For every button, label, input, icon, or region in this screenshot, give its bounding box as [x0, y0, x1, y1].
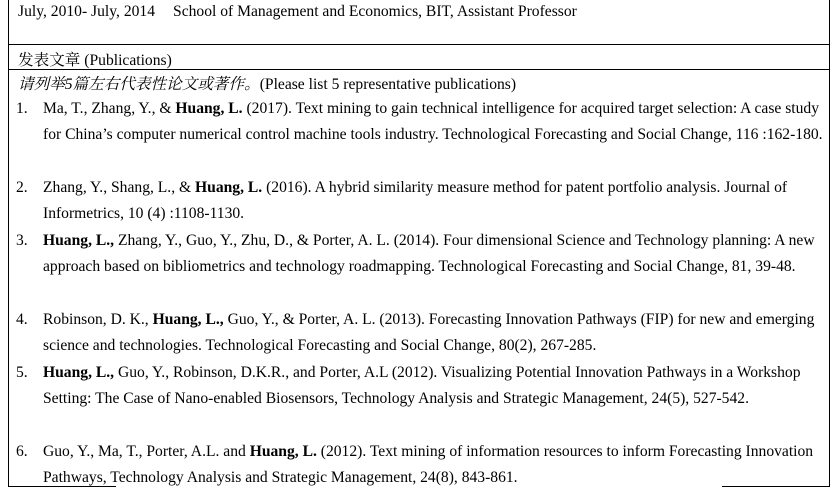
publication-citation: Ma, T., Zhang, Y., & Huang, L. (2017). Text mining to gain technical intelligence for acquired target selection: A case study for China’s computer numerical control machine tools industry. Technological Forecasting and Social Change, 116 :162-180.: [43, 100, 823, 144]
highlighted-author: Huang, L.: [249, 443, 317, 460]
publication-item: [16, 439, 828, 492]
highlighted-author: Huang, L.,: [43, 364, 115, 381]
publication-citation: Guo, Y., Ma, T., Porter, A.L. and Huang, L. (2012). Text mining of information resources to inform Forecasting Innovation Pathways, Technology Analysis and Strategic Management, 24(8), 843-861.: [43, 443, 814, 487]
publication-list: [16, 96, 828, 492]
employment-row: [18, 3, 577, 21]
publications-heading: [18, 48, 172, 70]
publication-number: 1.: [16, 100, 28, 117]
publication-item: [16, 175, 828, 228]
row-divider-top: [8, 44, 830, 45]
publication-item: [16, 96, 828, 175]
instruction-cn: 请列举5篇左右代表性论文或著作。: [18, 76, 260, 93]
publications-heading-en: (Publications): [84, 52, 172, 69]
highlighted-author: Huang, L.,: [152, 311, 224, 328]
publication-item: [16, 360, 828, 439]
employment-position: School of Management and Economics, BIT, Assistant Professor: [173, 3, 577, 20]
instruction-en: (Please list 5 representative publications): [259, 76, 517, 93]
publication-item: [16, 307, 828, 360]
publication-item: [16, 228, 828, 307]
publications-instruction: [18, 72, 516, 94]
table-right-border: [829, 0, 830, 487]
highlighted-author: Huang, L.: [195, 179, 263, 196]
publication-number: 2.: [16, 179, 28, 196]
publication-number: 6.: [16, 443, 28, 460]
publication-number: 4.: [16, 311, 28, 328]
publication-citation: Huang, L., Guo, Y., Robinson, D.K.R., and Porter, A.L (2012). Visualizing Potential Innovation Pathways in a Workshop Setting: The Case of Nano-enabled Biosensors, Technology Analysis and Strategic Management, 24(5), 527-542.: [43, 364, 801, 408]
table-left-border: [8, 0, 9, 487]
publications-heading-cn: 发表文章: [18, 52, 81, 69]
employment-date-range: July, 2010- July, 2014: [18, 3, 156, 20]
publication-citation: Robinson, D. K., Huang, L., Guo, Y., & Porter, A. L. (2013). Forecasting Innovation Pathways (FIP) for new and emerging science and technologies. Technological Forecasting and Social Change, 80(2), 267-285.: [43, 311, 815, 355]
publication-number: 3.: [16, 232, 28, 249]
publication-citation: Huang, L., Zhang, Y., Guo, Y., Zhu, D., & Porter, A. L. (2014). Four dimensional Science and Technology planning: A new approach based on bibliometrics and technology roadmapping. Technological Forecasting and Social Change, 81, 39-48.: [43, 232, 815, 276]
publication-citation: Zhang, Y., Shang, L., & Huang, L. (2016). A hybrid similarity measure method for patent portfolio analysis. Journal of Informetrics, 10 (4) :1108-1130.: [43, 179, 788, 223]
highlighted-author: Huang, L.: [175, 100, 243, 117]
highlighted-author: Huang, L.,: [43, 232, 115, 249]
publication-number: 5.: [16, 364, 28, 381]
